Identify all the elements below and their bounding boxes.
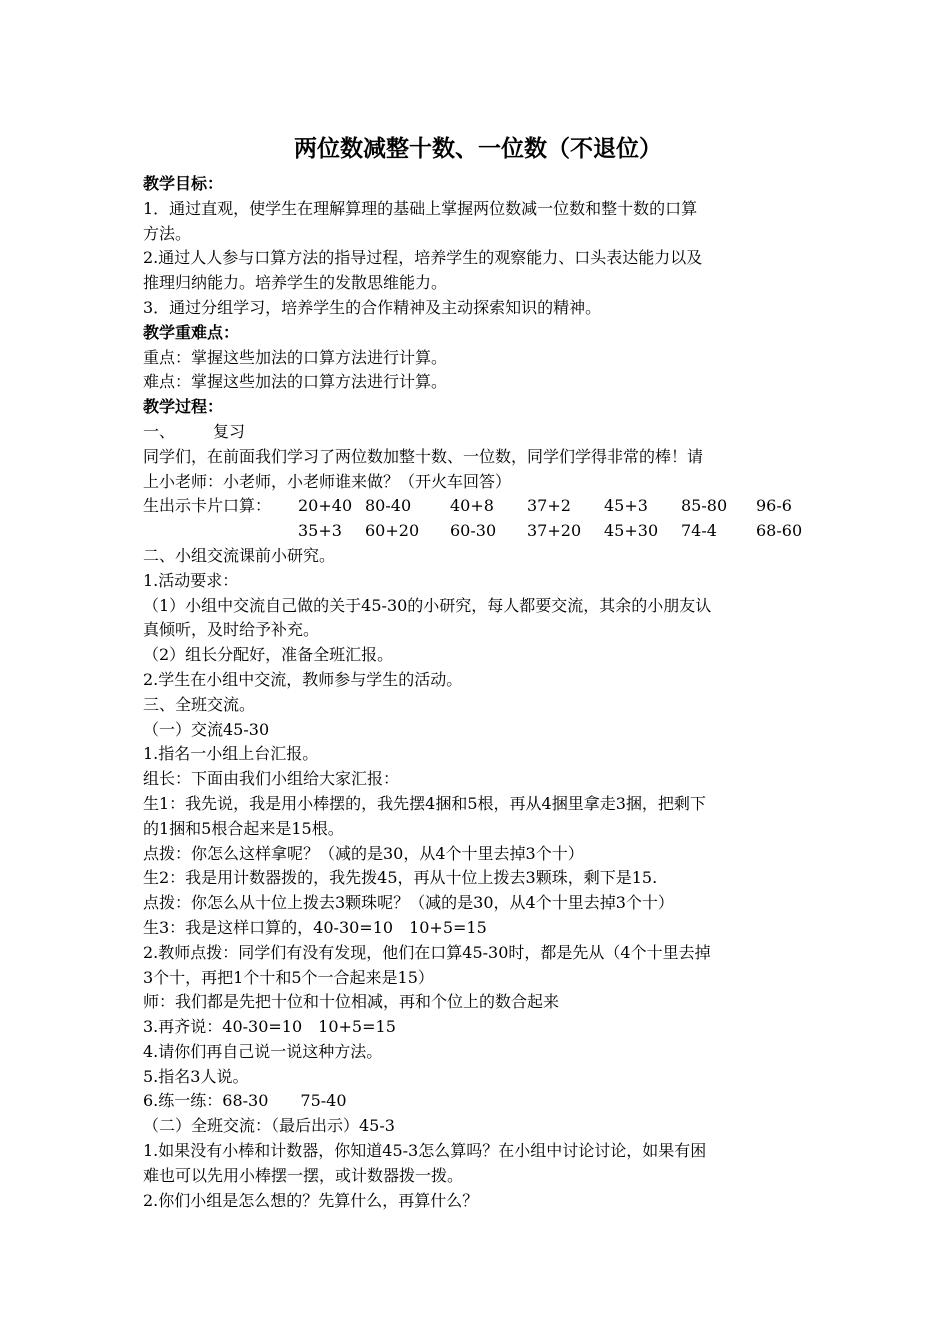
body-line: （1）小组中交流自己做的关于45-30的小研究，每人都要交流，其余的小朋友认 (143, 595, 712, 615)
card-item: 45+30 (604, 521, 659, 541)
card-item: 74-4 (681, 521, 717, 541)
body-line: 1.如果没有小棒和计数器，你知道45-3怎么算吗？在小组中讨论讨论，如果有困 (143, 1141, 707, 1161)
oral-calc-cards (143, 494, 813, 544)
card-item: 85-80 (681, 496, 728, 516)
body-line: 5.指名3人说。 (143, 1066, 249, 1086)
body-line: （2）组长分配好，准备全班汇报。 (143, 645, 394, 665)
card-item: 45+3 (604, 496, 648, 516)
cards-label: 生出示卡片口算： (143, 496, 272, 516)
objective-line: 2.通过人人参与口算方法的指导过程，培养学生的观察能力、口头表达能力以及 (143, 248, 703, 268)
objective-line: 推理归纳能力。培养学生的发散思维能力。 (143, 273, 448, 293)
body-line: 三、全班交流。 (143, 694, 256, 714)
body-line: 生2：我是用计数器拨的，我先拨45，再从十位上拨去3颗珠，剩下是15. (143, 868, 658, 888)
key-point-line: 难点：掌握这些加法的口算方法进行计算。 (143, 372, 448, 392)
body-line: 6.练一练：68-30 75-40 (143, 1091, 347, 1111)
card-item: 40+8 (450, 496, 494, 516)
objective-line: 1．通过直观，使学生在理解算理的基础上掌握两位数减一位数和整十数的口算 (143, 198, 698, 218)
card-item: 60-30 (450, 521, 497, 541)
body-line: 2.学生在小组中交流，教师参与学生的活动。 (143, 669, 463, 689)
card-item: 35+3 (298, 521, 342, 541)
body-line: 的1捆和5根合起来是15根。 (143, 818, 344, 838)
body-line: 生1：我先说，我是用小棒摆的，我先摆4捆和5根，再从4捆里拿走3捆，把剩下 (143, 793, 706, 813)
body-line: 组长：下面由我们小组给大家汇报： (143, 769, 400, 789)
body-line: （一）交流45-30 (143, 719, 270, 739)
body-line: 生3：我是这样口算的，40-30=10 10+5=15 (143, 917, 487, 937)
body-text (143, 544, 813, 1214)
review-text-line: 上小老师：小老师，小老师谁来做？（开火车回答） (143, 471, 512, 491)
card-item: 37+20 (527, 521, 582, 541)
objectives-heading: 教学目标： (143, 174, 224, 193)
body-line: 1.指名一小组上台汇报。 (143, 744, 319, 764)
lesson-plan (143, 132, 813, 1213)
objective-line: 3．通过分组学习，培养学生的合作精神及主动探索知识的精神。 (143, 297, 602, 317)
review-number: 一、 (143, 421, 176, 441)
card-item: 80-40 (365, 496, 412, 516)
process-heading: 教学过程： (143, 397, 224, 417)
body-line: 二、小组交流课前小研究。 (143, 545, 336, 565)
card-item: 68-60 (756, 521, 803, 541)
body-line: 真倾听，及时给予补充。 (143, 620, 320, 640)
body-line: 3.再齐说：40-30=10 10+5=15 (143, 1017, 396, 1037)
body-line: 1.活动要求： (143, 570, 239, 590)
body-line: （二）全班交流：（最后出示）45-3 (143, 1116, 395, 1136)
body-line: 点拨：你怎么这样拿呢？（减的是30，从4个十里去掉3个十） (143, 843, 584, 863)
card-item: 96-6 (756, 496, 792, 516)
review-heading (143, 420, 813, 445)
page-title: 两位数减整十数、一位数（不退位） (294, 136, 662, 162)
card-item: 60+20 (365, 521, 420, 541)
objective-line: 方法。 (143, 223, 192, 243)
key-point-line: 重点：掌握这些加法的口算方法进行计算。 (143, 347, 448, 367)
body-line: 师：我们都是先把十位和十位相减，再和个位上的数合起来 (143, 992, 560, 1012)
body-line: 点拨：你怎么从十位上拨去3颗珠呢？（减的是30，从4个十里去掉3个十） (143, 893, 674, 913)
review-text-line: 同学们，在前面我们学习了两位数加整十数、一位数，同学们学得非常的棒！请 (143, 446, 704, 466)
card-item: 20+40 (298, 496, 353, 516)
body-line: 难也可以先用小棒摆一摆，或计数器拨一拨。 (143, 1165, 464, 1185)
body-line: 4.请你们再自己说一说这种方法。 (143, 1041, 383, 1061)
key-points-heading: 教学重难点： (143, 322, 240, 342)
card-item: 37+2 (527, 496, 571, 516)
body-line: 2.教师点拨：同学们有没有发现，他们在口算45-30时，都是先从（4个十里去掉 (143, 942, 711, 962)
review-label: 复习 (213, 421, 246, 441)
body-line: 3个十，再把1个十和5个一合起来是15） (143, 967, 434, 987)
body-line: 2.你们小组是怎么想的？先算什么，再算什么？ (143, 1190, 479, 1210)
